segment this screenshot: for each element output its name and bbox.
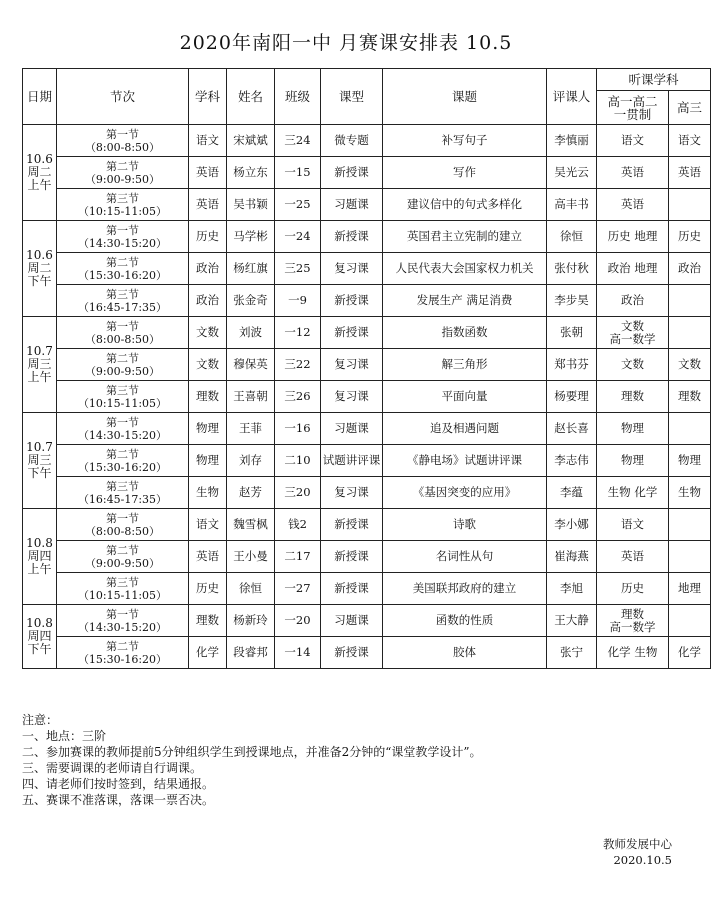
- teacher-name-cell: 杨红旗: [227, 253, 275, 285]
- evaluator-cell: 李志伟: [547, 445, 597, 477]
- subject-cell: 生物: [189, 477, 227, 509]
- session-cell: 第一节 （14:30-15:20）: [57, 221, 189, 253]
- topic-cell: 诗歌: [383, 509, 547, 541]
- note-item: 五、赛课不准落课，落课一票否决。: [22, 793, 215, 807]
- lesson-type-cell: 新授课: [321, 509, 383, 541]
- listen-senior-cell: 政治: [669, 253, 711, 285]
- lesson-type-cell: 习题课: [321, 189, 383, 221]
- subject-cell: 物理: [189, 445, 227, 477]
- listen-senior-cell: [669, 605, 711, 637]
- listen-junior-cell: 生物 化学: [597, 477, 669, 509]
- header-listen-junior: 高一高二 一贯制: [597, 91, 669, 125]
- listen-junior-cell: 文数: [597, 349, 669, 381]
- evaluator-cell: 李慎丽: [547, 125, 597, 157]
- listen-junior-cell: 化学 生物: [597, 637, 669, 669]
- table-row: [23, 349, 711, 381]
- lesson-type-cell: 复习课: [321, 349, 383, 381]
- session-cell: 第二节 （15:30-16:20）: [57, 445, 189, 477]
- lesson-type-cell: 新授课: [321, 317, 383, 349]
- table-row: [23, 477, 711, 509]
- table-row: [23, 509, 711, 541]
- subject-cell: 语文: [189, 125, 227, 157]
- listen-senior-cell: 物理: [669, 445, 711, 477]
- listen-senior-cell: [669, 413, 711, 445]
- teacher-name-cell: 杨新玲: [227, 605, 275, 637]
- topic-cell: 解三角形: [383, 349, 547, 381]
- evaluator-cell: 李旭: [547, 573, 597, 605]
- class-cell: 三20: [275, 477, 321, 509]
- subject-cell: 历史: [189, 221, 227, 253]
- topic-cell: 函数的性质: [383, 605, 547, 637]
- class-cell: 三24: [275, 125, 321, 157]
- class-cell: 一12: [275, 317, 321, 349]
- subject-cell: 理数: [189, 381, 227, 413]
- table-row: [23, 285, 711, 317]
- listen-senior-cell: 历史: [669, 221, 711, 253]
- teacher-name-cell: 吴书颖: [227, 189, 275, 221]
- subject-cell: 化学: [189, 637, 227, 669]
- lesson-type-cell: 新授课: [321, 157, 383, 189]
- subject-cell: 英语: [189, 541, 227, 573]
- listen-junior-cell: 语文: [597, 125, 669, 157]
- listen-junior-cell: 语文: [597, 509, 669, 541]
- session-cell: 第二节 （9:00-9:50）: [57, 541, 189, 573]
- subject-cell: 政治: [189, 285, 227, 317]
- listen-junior-cell: 历史: [597, 573, 669, 605]
- teacher-name-cell: 穆保英: [227, 349, 275, 381]
- listen-senior-cell: [669, 285, 711, 317]
- page-title: 2020年南阳一中 月赛课安排表 10.5: [179, 32, 513, 54]
- session-cell: 第二节 （9:00-9:50）: [57, 157, 189, 189]
- evaluator-cell: 张宁: [547, 637, 597, 669]
- session-cell: 第三节 （10:15-11:05）: [57, 189, 189, 221]
- subject-cell: 物理: [189, 413, 227, 445]
- subject-cell: 文数: [189, 317, 227, 349]
- topic-cell: 追及相遇问题: [383, 413, 547, 445]
- date-cell: 10.6 周二 下午: [23, 221, 57, 317]
- class-cell: 一27: [275, 573, 321, 605]
- topic-cell: 发展生产 满足消费: [383, 285, 547, 317]
- topic-cell: 英国君主立宪制的建立: [383, 221, 547, 253]
- header-topic: 课题: [383, 69, 547, 125]
- evaluator-cell: 王大静: [547, 605, 597, 637]
- topic-cell: 指数函数: [383, 317, 547, 349]
- listen-senior-cell: 地理: [669, 573, 711, 605]
- listen-junior-cell: 理数: [597, 381, 669, 413]
- listen-junior-cell: 英语: [597, 189, 669, 221]
- class-cell: 二10: [275, 445, 321, 477]
- teacher-name-cell: 马学彬: [227, 221, 275, 253]
- note-item: 二、参加赛课的教师提前5分钟组织学生到授课地点，并准备2分钟的“课堂教学设计”。: [22, 745, 482, 759]
- topic-cell: 美国联邦政府的建立: [383, 573, 547, 605]
- evaluator-cell: 杨要理: [547, 381, 597, 413]
- session-cell: 第三节 （16:45-17:35）: [57, 477, 189, 509]
- topic-cell: 建议信中的句式多样化: [383, 189, 547, 221]
- listen-junior-cell: 物理: [597, 413, 669, 445]
- listen-junior-cell: 理数 高一数学: [597, 605, 669, 637]
- listen-senior-cell: 英语: [669, 157, 711, 189]
- session-cell: 第一节 （8:00-8:50）: [57, 125, 189, 157]
- note-item: 三、需要调课的老师请自行调课。: [22, 761, 203, 775]
- header-subject: 学科: [189, 69, 227, 125]
- listen-senior-cell: [669, 189, 711, 221]
- listen-senior-cell: [669, 509, 711, 541]
- evaluator-cell: 李步昊: [547, 285, 597, 317]
- session-cell: 第二节 （15:30-16:20）: [57, 637, 189, 669]
- listen-senior-cell: 生物: [669, 477, 711, 509]
- teacher-name-cell: 刘波: [227, 317, 275, 349]
- session-cell: 第三节 （16:45-17:35）: [57, 285, 189, 317]
- table-row: [23, 157, 711, 189]
- evaluator-cell: 崔海燕: [547, 541, 597, 573]
- teacher-name-cell: 杨立东: [227, 157, 275, 189]
- topic-cell: 胶体: [383, 637, 547, 669]
- class-cell: 一14: [275, 637, 321, 669]
- lesson-type-cell: 新授课: [321, 285, 383, 317]
- teacher-name-cell: 王小曼: [227, 541, 275, 573]
- lesson-type-cell: 新授课: [321, 541, 383, 573]
- table-row: [23, 541, 711, 573]
- topic-cell: 平面向量: [383, 381, 547, 413]
- session-cell: 第一节 （8:00-8:50）: [57, 317, 189, 349]
- footer-org: 教师发展中心: [603, 837, 672, 851]
- subject-cell: 语文: [189, 509, 227, 541]
- class-cell: 一15: [275, 157, 321, 189]
- teacher-name-cell: 魏雪枫: [227, 509, 275, 541]
- header-type: 课型: [321, 69, 383, 125]
- listen-senior-cell: 文数: [669, 349, 711, 381]
- class-cell: 三26: [275, 381, 321, 413]
- teacher-name-cell: 段睿邦: [227, 637, 275, 669]
- topic-cell: 补写句子: [383, 125, 547, 157]
- lesson-type-cell: 复习课: [321, 477, 383, 509]
- evaluator-cell: 徐恒: [547, 221, 597, 253]
- lesson-type-cell: 复习课: [321, 253, 383, 285]
- subject-cell: 英语: [189, 189, 227, 221]
- topic-cell: 《基因突变的应用》: [383, 477, 547, 509]
- evaluator-cell: 高丰书: [547, 189, 597, 221]
- topic-cell: 《静电场》试题讲评课: [383, 445, 547, 477]
- class-cell: 一16: [275, 413, 321, 445]
- subject-cell: 文数: [189, 349, 227, 381]
- listen-senior-cell: 语文: [669, 125, 711, 157]
- table-row: [23, 381, 711, 413]
- teacher-name-cell: 王喜朝: [227, 381, 275, 413]
- listen-senior-cell: [669, 317, 711, 349]
- topic-cell: 名词性从句: [383, 541, 547, 573]
- header-listen-senior: 高三: [669, 91, 711, 125]
- teacher-name-cell: 徐恒: [227, 573, 275, 605]
- evaluator-cell: 赵长喜: [547, 413, 597, 445]
- lesson-type-cell: 试题讲评课: [321, 445, 383, 477]
- listen-junior-cell: 文数 高一数学: [597, 317, 669, 349]
- date-cell: 10.6 周二 上午: [23, 125, 57, 221]
- table-row: [23, 253, 711, 285]
- subject-cell: 理数: [189, 605, 227, 637]
- teacher-name-cell: 张金奇: [227, 285, 275, 317]
- evaluator-cell: 郑书芬: [547, 349, 597, 381]
- class-cell: 一20: [275, 605, 321, 637]
- footer-date: 2020.10.5: [613, 853, 672, 867]
- session-cell: 第一节 （14:30-15:20）: [57, 413, 189, 445]
- lesson-type-cell: 微专题: [321, 125, 383, 157]
- teacher-name-cell: 王菲: [227, 413, 275, 445]
- date-cell: 10.8 周四 下午: [23, 605, 57, 669]
- table-row: [23, 637, 711, 669]
- subject-cell: 历史: [189, 573, 227, 605]
- session-cell: 第一节 （8:00-8:50）: [57, 509, 189, 541]
- date-cell: 10.8 周四 上午: [23, 509, 57, 605]
- notes-section: [22, 712, 662, 808]
- session-cell: 第二节 （15:30-16:20）: [57, 253, 189, 285]
- listen-senior-cell: 化学: [669, 637, 711, 669]
- table-row: [23, 445, 711, 477]
- schedule-table: [22, 68, 711, 669]
- class-cell: 二17: [275, 541, 321, 573]
- class-cell: 一9: [275, 285, 321, 317]
- header-evaluator: 评课人: [547, 69, 597, 125]
- listen-senior-cell: [669, 541, 711, 573]
- table-row: [23, 317, 711, 349]
- session-cell: 第三节 （10:15-11:05）: [57, 573, 189, 605]
- header-session: 节次: [57, 69, 189, 125]
- evaluator-cell: 张朝: [547, 317, 597, 349]
- topic-cell: 写作: [383, 157, 547, 189]
- table-row: [23, 189, 711, 221]
- teacher-name-cell: 刘存: [227, 445, 275, 477]
- footer: [552, 836, 672, 868]
- header-date: 日期: [23, 69, 57, 125]
- session-cell: 第三节 （10:15-11:05）: [57, 381, 189, 413]
- note-item: 四、请老师们按时签到，结果通报。: [22, 777, 215, 791]
- class-cell: 一25: [275, 189, 321, 221]
- table-row: [23, 125, 711, 157]
- lesson-type-cell: 习题课: [321, 413, 383, 445]
- lesson-type-cell: 新授课: [321, 573, 383, 605]
- topic-cell: 人民代表大会国家权力机关: [383, 253, 547, 285]
- evaluator-cell: 张付秋: [547, 253, 597, 285]
- schedule-body: [23, 125, 711, 669]
- header-name: 姓名: [227, 69, 275, 125]
- header-class: 班级: [275, 69, 321, 125]
- lesson-type-cell: 新授课: [321, 221, 383, 253]
- teacher-name-cell: 宋斌斌: [227, 125, 275, 157]
- class-cell: 三22: [275, 349, 321, 381]
- listen-senior-cell: 理数: [669, 381, 711, 413]
- class-cell: 钱2: [275, 509, 321, 541]
- notes-heading: 注意：: [22, 713, 59, 727]
- class-cell: 三25: [275, 253, 321, 285]
- evaluator-cell: 李蕴: [547, 477, 597, 509]
- class-cell: 一24: [275, 221, 321, 253]
- lesson-type-cell: 习题课: [321, 605, 383, 637]
- evaluator-cell: 李小娜: [547, 509, 597, 541]
- table-row: [23, 221, 711, 253]
- listen-junior-cell: 历史 地理: [597, 221, 669, 253]
- table-row: [23, 573, 711, 605]
- subject-cell: 政治: [189, 253, 227, 285]
- session-cell: 第一节 （14:30-15:20）: [57, 605, 189, 637]
- table-row: [23, 413, 711, 445]
- subject-cell: 英语: [189, 157, 227, 189]
- lesson-type-cell: 新授课: [321, 637, 383, 669]
- listen-junior-cell: 政治: [597, 285, 669, 317]
- listen-junior-cell: 英语: [597, 157, 669, 189]
- session-cell: 第二节 （9:00-9:50）: [57, 349, 189, 381]
- lesson-type-cell: 复习课: [321, 381, 383, 413]
- table-row: [23, 605, 711, 637]
- listen-junior-cell: 政治 地理: [597, 253, 669, 285]
- date-cell: 10.7 周三 下午: [23, 413, 57, 509]
- listen-junior-cell: 物理: [597, 445, 669, 477]
- header-listen: 听课学科: [597, 69, 711, 91]
- teacher-name-cell: 赵芳: [227, 477, 275, 509]
- note-item: 一、地点：三阶: [22, 729, 107, 743]
- date-cell: 10.7 周三 上午: [23, 317, 57, 413]
- evaluator-cell: 吴光云: [547, 157, 597, 189]
- listen-junior-cell: 英语: [597, 541, 669, 573]
